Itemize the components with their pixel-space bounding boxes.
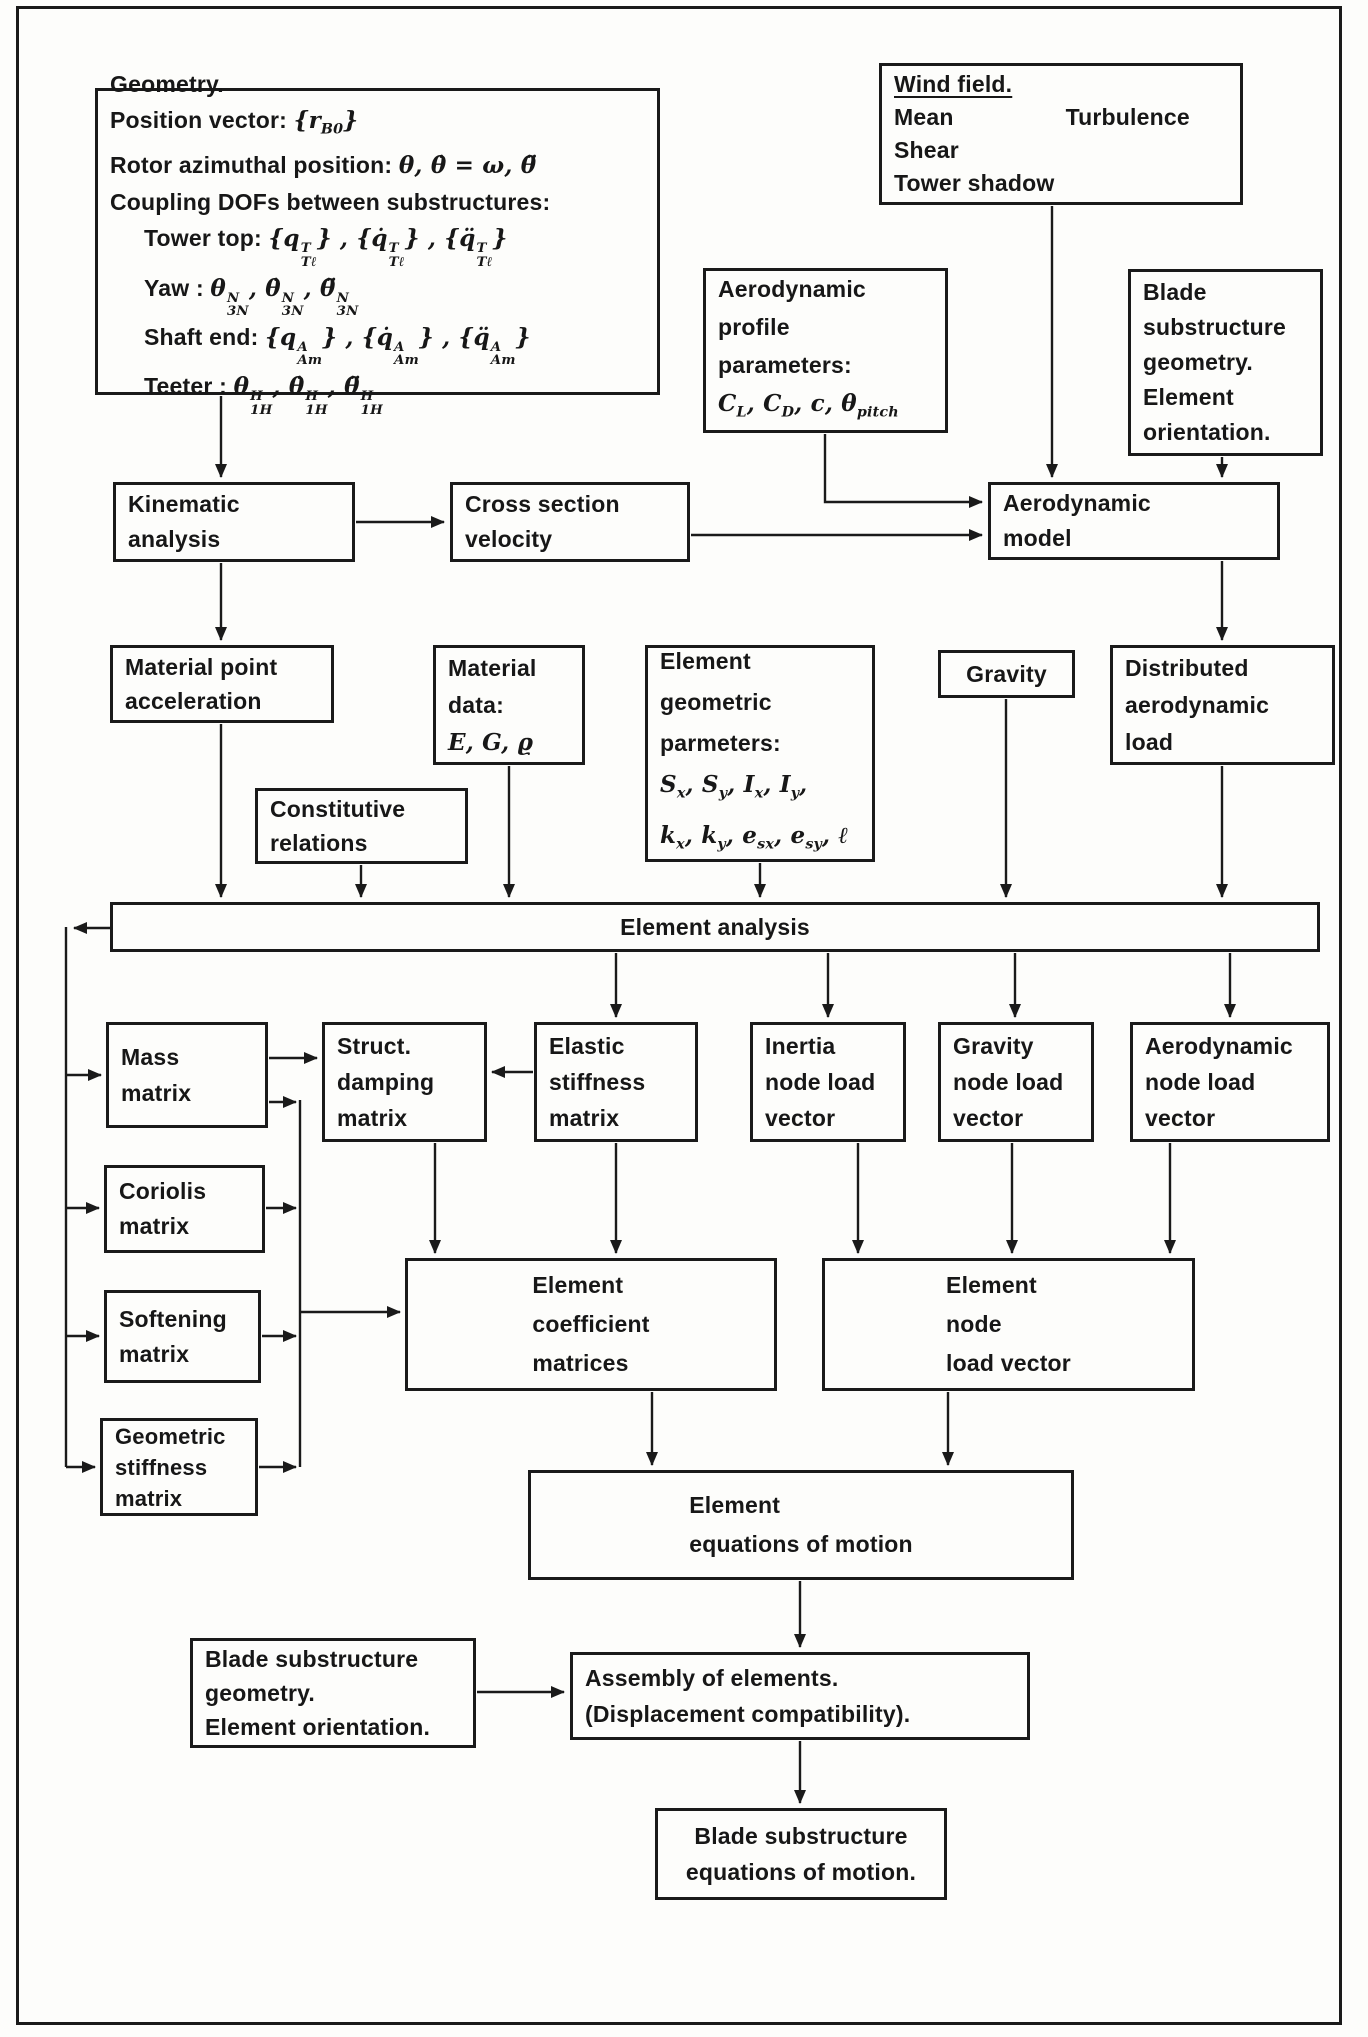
gravity-text [966, 656, 1047, 692]
box-line: Blade substructure [205, 1646, 419, 1672]
box-line: matrix [119, 1340, 190, 1367]
aerodynamic-model-text [1003, 486, 1265, 556]
geometry-text [110, 66, 645, 417]
box-line: Elastic [549, 1033, 625, 1059]
box-line: matrix [337, 1105, 408, 1131]
box-line: equations of motion. [685, 1859, 917, 1885]
box-line: vector [765, 1105, 836, 1131]
box-line: Kinematic [128, 491, 240, 517]
softening-matrix-box [104, 1290, 261, 1383]
material-point-acceleration-box [110, 645, 334, 723]
box-line: Geometry. [110, 70, 224, 97]
box-line: damping [337, 1069, 435, 1095]
struct-damping-matrix-box [322, 1022, 487, 1142]
box-line: load vector [946, 1350, 1071, 1376]
gravity-node-load-vector-box [938, 1022, 1094, 1142]
box-line: aerodynamic [1125, 691, 1270, 718]
box-line: matrix [549, 1105, 620, 1131]
box-line: Gravity [966, 661, 1047, 687]
box-line: matrix [119, 1213, 190, 1239]
element-equations-of-motion-text [689, 1486, 913, 1564]
box-line: Yaw : θ N 3N , θ̇ N 3N , θ̈ N 3N [144, 274, 359, 320]
kinematic-analysis-text [128, 487, 340, 557]
blade-substructure-equations-of-motion-box [655, 1808, 947, 1900]
box-line: Element [660, 648, 751, 675]
box-line: Element [946, 1272, 1037, 1298]
elastic-stiffness-matrix-text [549, 1028, 683, 1136]
box-line: Element [532, 1272, 624, 1298]
aerodynamic-model-box [988, 482, 1280, 560]
box-line: Gravity [953, 1033, 1034, 1059]
element-geometric-parameters-box [645, 645, 875, 862]
constitutive-relations-text [270, 792, 453, 860]
material-data-box [433, 645, 585, 765]
box-line: (Displacement compatibility). [585, 1701, 911, 1727]
coriolis-matrix-text [119, 1174, 250, 1244]
box-line: E, G, ϱ [448, 728, 534, 756]
gravity-box [938, 650, 1075, 698]
element-node-load-vector-box [822, 1258, 1195, 1391]
element-node-load-vector-text [946, 1266, 1071, 1383]
box-line: Teeter : θ H 1H , θ̇ H 1H , θ̈ H 1H [144, 373, 383, 418]
box-line: model [1003, 525, 1072, 551]
blade-substructure-geometry-bottom-text [205, 1642, 461, 1744]
aerodynamic-node-load-vector-text [1145, 1028, 1315, 1136]
box-line: Element [1143, 384, 1234, 410]
box-line: parmeters: [660, 730, 781, 757]
box-line: parameters: [718, 351, 852, 378]
material-point-acceleration-text [125, 650, 319, 718]
box-line: $S_x$, $S_y$, $I_x$, $I_y$, [660, 771, 808, 802]
box-line: Tower top: {q T Tℓ } , {q̇ T Tℓ } , {q̈ T Tℓ } [144, 225, 508, 270]
box-line: relations [270, 830, 368, 856]
geometric-stiffness-matrix-box [100, 1418, 258, 1516]
box-line: Distributed [1125, 654, 1249, 681]
box-line: vector [1145, 1105, 1216, 1131]
mass-matrix-box [106, 1022, 268, 1128]
box-line: Blade substructure [694, 1823, 908, 1849]
box-line: Shear [894, 137, 959, 163]
box-line: Coupling DOFs between substructures: [110, 189, 551, 216]
gravity-node-load-vector-text [953, 1028, 1079, 1136]
inertia-node-load-vector-text [765, 1028, 891, 1136]
box-line: acceleration [125, 688, 262, 714]
box-line: velocity [465, 526, 553, 552]
edge-aerodynamic-profile-parameters-to-aerodynamic-model [825, 434, 982, 502]
box-line: stiffness [115, 1454, 208, 1480]
blade-substructure-geometry-top-text [1143, 275, 1308, 450]
box-line: Material point [125, 654, 278, 680]
box-line: Struct. [337, 1033, 412, 1059]
box-line: Mean Turbulence [894, 104, 1190, 130]
box-line: Constitutive [270, 796, 406, 822]
kinematic-analysis-box [113, 482, 355, 562]
box-line: Tower shadow [894, 170, 1055, 196]
geometric-stiffness-matrix-text [115, 1421, 243, 1514]
box-line: Material [448, 654, 537, 681]
blade-substructure-geometry-bottom-box [190, 1638, 476, 1748]
distributed-aerodynamic-load-box [1110, 645, 1335, 765]
constitutive-relations-box [255, 788, 468, 864]
box-line: Geometric [115, 1423, 226, 1449]
box-line: Element orientation. [205, 1714, 431, 1740]
box-line: Position vector: $\{r_{B0}\}$ [110, 106, 359, 138]
box-line: Mass [121, 1044, 180, 1070]
box-line: Wind field. [894, 71, 1013, 97]
box-line: Element analysis [620, 914, 810, 940]
box-line: node [946, 1311, 1002, 1337]
material-data-text [448, 650, 570, 761]
box-line: $k_x$, $k_y$, $e_{sx}$, $e_{sy}$, ℓ [660, 822, 849, 853]
box-line: Coriolis [119, 1178, 207, 1204]
aerodynamic-profile-parameters-text [718, 270, 933, 432]
elastic-stiffness-matrix-box [534, 1022, 698, 1142]
distributed-aerodynamic-load-text [1125, 650, 1320, 761]
box-line: load [1125, 728, 1174, 755]
element-coefficient-matrices-box [405, 1258, 777, 1391]
box-line: vector [953, 1105, 1024, 1131]
element-geometric-parameters-text [660, 641, 860, 865]
element-analysis-text [620, 912, 810, 942]
box-line: analysis [128, 526, 221, 552]
box-line: matrix [121, 1080, 192, 1106]
box-line: coefficient [532, 1311, 650, 1337]
struct-damping-matrix-text [337, 1028, 472, 1136]
box-line: Inertia [765, 1033, 836, 1059]
box-line: Aerodynamic [718, 275, 866, 302]
box-line: Assembly of elements. [585, 1665, 839, 1691]
blade-substructure-geometry-top-box [1128, 269, 1323, 456]
assembly-of-elements-box [570, 1652, 1030, 1740]
box-line: Softening [119, 1305, 227, 1332]
element-equations-of-motion-box [528, 1470, 1074, 1580]
box-line: Element [689, 1492, 781, 1518]
softening-matrix-text [119, 1302, 246, 1372]
box-line: stiffness [549, 1069, 646, 1095]
box-line: geometry. [205, 1680, 316, 1706]
box-line: node load [1145, 1069, 1256, 1095]
box-line: geometry. [1143, 349, 1254, 375]
box-line: Cross section [465, 491, 620, 517]
box-line: Shaft end: {q A Am } , {q̇ A Am } , {q̈ A Am } [144, 323, 531, 369]
box-line: data: [448, 691, 504, 718]
cross-section-velocity-text [465, 487, 675, 557]
box-line: node load [765, 1069, 876, 1095]
box-line: $C_L$, $C_D$, c, $\theta_{pitch}$ [718, 389, 899, 421]
box-line: matrix [115, 1485, 183, 1511]
box-line: geometric [660, 689, 772, 716]
assembly-of-elements-text [585, 1660, 1015, 1732]
geometry-box [95, 70, 660, 418]
box-line: profile [718, 313, 790, 340]
cross-section-velocity-box [450, 482, 690, 562]
box-line: orientation. [1143, 419, 1271, 445]
inertia-node-load-vector-box [750, 1022, 906, 1142]
box-line: substructure [1143, 314, 1286, 340]
box-line: equations of motion [689, 1531, 913, 1557]
box-line: Blade [1143, 279, 1207, 305]
box-line: Rotor azimuthal position: θ, θ̇ = ω, θ̈ [110, 152, 537, 180]
box-line: node load [953, 1069, 1064, 1095]
wind-field-text [894, 68, 1228, 200]
box-line: Aerodynamic [1003, 490, 1151, 516]
aerodynamic-profile-parameters-box [703, 268, 948, 433]
element-analysis-box [110, 902, 1320, 952]
box-line: Aerodynamic [1145, 1033, 1293, 1059]
mass-matrix-text [121, 1039, 253, 1111]
coriolis-matrix-box [104, 1165, 265, 1253]
blade-substructure-equations-of-motion-text [686, 1818, 916, 1890]
aerodynamic-node-load-vector-box [1130, 1022, 1330, 1142]
box-line: matrices [532, 1350, 629, 1376]
element-coefficient-matrices-text [532, 1266, 649, 1383]
wind-field-box [879, 63, 1243, 205]
